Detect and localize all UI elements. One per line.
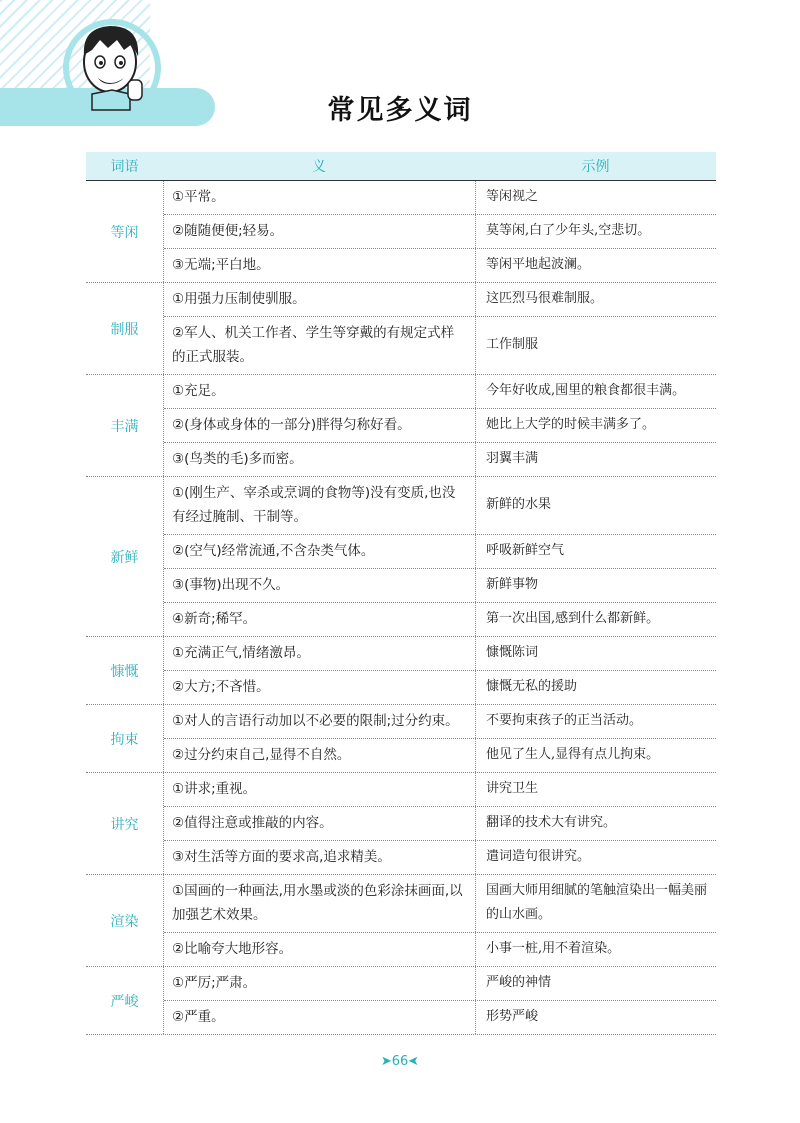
table-row (164, 840, 716, 874)
meaning-rows (164, 875, 716, 966)
meaning-cell: ③无端;平白地。 (164, 249, 476, 282)
meaning-cell: ①充满正气,情绪激昂。 (164, 637, 476, 670)
example-cell: 这匹烈马很难制服。 (486, 291, 604, 306)
meaning-rows (164, 637, 716, 704)
meaning-cell: ③(鸟类的毛)多而密。 (164, 443, 476, 476)
header-example: 示例 (581, 159, 610, 175)
table-row (164, 670, 716, 704)
example-cell: 国画大师用细腻的笔触渲染出一幅美丽的山水画。 (486, 883, 708, 922)
word-group (86, 967, 716, 1035)
word-cell: 讲究 (86, 773, 164, 874)
word-group (86, 875, 716, 967)
table-row (164, 568, 716, 602)
example-cell: 讲究卫生 (486, 781, 539, 796)
meaning-cell: ②值得注意或推敲的内容。 (164, 807, 476, 840)
meaning-cell: ②严重。 (164, 1001, 476, 1034)
example-cell: 新鲜的水果 (486, 497, 552, 512)
example-cell: 今年好收成,囤里的粮食都很丰满。 (486, 383, 686, 398)
table-row (164, 738, 716, 772)
example-cell: 慷慨陈词 (486, 645, 539, 660)
word-cell: 制服 (86, 283, 164, 374)
example-cell: 工作制服 (486, 337, 539, 352)
meaning-cell: ①讲求;重视。 (164, 773, 476, 806)
meaning-cell: ②军人、机关工作者、学生等穿戴的有规定式样的正式服装。 (164, 317, 476, 374)
meaning-rows (164, 283, 716, 374)
table-row (164, 637, 716, 670)
example-cell: 慷慨无私的援助 (486, 679, 578, 694)
example-cell: 第一次出国,感到什么都新鲜。 (486, 611, 660, 626)
example-cell: 遣词造句很讲究。 (486, 849, 591, 864)
word-group (86, 181, 716, 283)
word-group (86, 283, 716, 375)
table-row (164, 248, 716, 282)
meaning-rows (164, 773, 716, 874)
word-group (86, 773, 716, 875)
meaning-cell: ①严厉;严肃。 (164, 967, 476, 1000)
meaning-rows (164, 705, 716, 772)
example-cell: 呼吸新鲜空气 (486, 543, 565, 558)
example-cell: 羽翼丰满 (486, 451, 539, 466)
page-number-left-arrow-icon: ➤ (380, 1054, 392, 1069)
example-cell: 莫等闲,白了少年头,空悲切。 (486, 223, 651, 238)
table-row (164, 773, 716, 806)
meaning-cell: ②(空气)经常流通,不含杂类气体。 (164, 535, 476, 568)
polysemous-words-table (86, 152, 716, 1035)
word-cell: 等闲 (86, 181, 164, 282)
word-group (86, 375, 716, 477)
table-row (164, 181, 716, 214)
meaning-cell: ③(事物)出现不久。 (164, 569, 476, 602)
table-row (164, 442, 716, 476)
example-cell: 她比上大学的时候丰满多了。 (486, 417, 656, 432)
example-cell: 等闲平地起波澜。 (486, 257, 591, 272)
meaning-cell: ①平常。 (164, 181, 476, 214)
meaning-cell: ②大方;不吝惜。 (164, 671, 476, 704)
meaning-cell: ①用强力压制使驯服。 (164, 283, 476, 316)
table-row (164, 806, 716, 840)
table-header (86, 152, 716, 181)
word-cell: 新鲜 (86, 477, 164, 636)
page-title: 常见多义词 (327, 95, 473, 126)
header-word: 词语 (110, 159, 139, 175)
meaning-cell: ①对人的言语行动加以不必要的限制;过分约束。 (164, 705, 476, 738)
table-row (164, 534, 716, 568)
table-row (164, 214, 716, 248)
example-cell: 小事一桩,用不着渲染。 (486, 941, 621, 956)
meaning-rows (164, 375, 716, 476)
word-cell: 拘束 (86, 705, 164, 772)
example-cell: 他见了生人,显得有点儿拘束。 (486, 747, 660, 762)
table-row (164, 875, 716, 932)
example-cell: 翻译的技术大有讲究。 (486, 815, 617, 830)
meaning-cell: ③对生活等方面的要求高,追求精美。 (164, 841, 476, 874)
meaning-cell: ②过分约束自己,显得不自然。 (164, 739, 476, 772)
meaning-rows (164, 477, 716, 636)
table-row (164, 283, 716, 316)
word-group (86, 705, 716, 773)
table-row (164, 932, 716, 966)
meaning-rows (164, 181, 716, 282)
table-row (164, 375, 716, 408)
table-row (164, 316, 716, 374)
meaning-rows (164, 967, 716, 1034)
meaning-cell: ④新奇;稀罕。 (164, 603, 476, 636)
word-cell: 慷慨 (86, 637, 164, 704)
table-row (164, 602, 716, 636)
table-row (164, 1000, 716, 1034)
word-cell: 严峻 (86, 967, 164, 1034)
word-group (86, 477, 716, 637)
word-cell: 渲染 (86, 875, 164, 966)
table-row (164, 705, 716, 738)
table-row (164, 967, 716, 1000)
meaning-cell: ②比喻夸大地形容。 (164, 933, 476, 966)
word-cell: 丰满 (86, 375, 164, 476)
page-number (0, 1054, 800, 1069)
example-cell: 严峻的神情 (486, 975, 552, 990)
page-number-right-arrow-icon: ➤ (408, 1054, 420, 1069)
table-row (164, 477, 716, 534)
header-meaning: 义 (312, 159, 326, 175)
word-group (86, 637, 716, 705)
table-row (164, 408, 716, 442)
page-number-text: 66 (391, 1054, 409, 1069)
example-cell: 新鲜事物 (486, 577, 539, 592)
meaning-cell: ①国画的一种画法,用水墨或淡的色彩涂抹画面,以加强艺术效果。 (164, 875, 476, 932)
meaning-cell: ②(身体或身体的一部分)胖得匀称好看。 (164, 409, 476, 442)
example-cell: 形势严峻 (486, 1009, 539, 1024)
meaning-cell: ①(刚生产、宰杀或烹调的食物等)没有变质,也没有经过腌制、干制等。 (164, 477, 476, 534)
meaning-cell: ①充足。 (164, 375, 476, 408)
meaning-cell: ②随随便便;轻易。 (164, 215, 476, 248)
example-cell: 等闲视之 (486, 189, 539, 204)
example-cell: 不要拘束孩子的正当活动。 (486, 713, 643, 728)
table-body (86, 181, 716, 1035)
